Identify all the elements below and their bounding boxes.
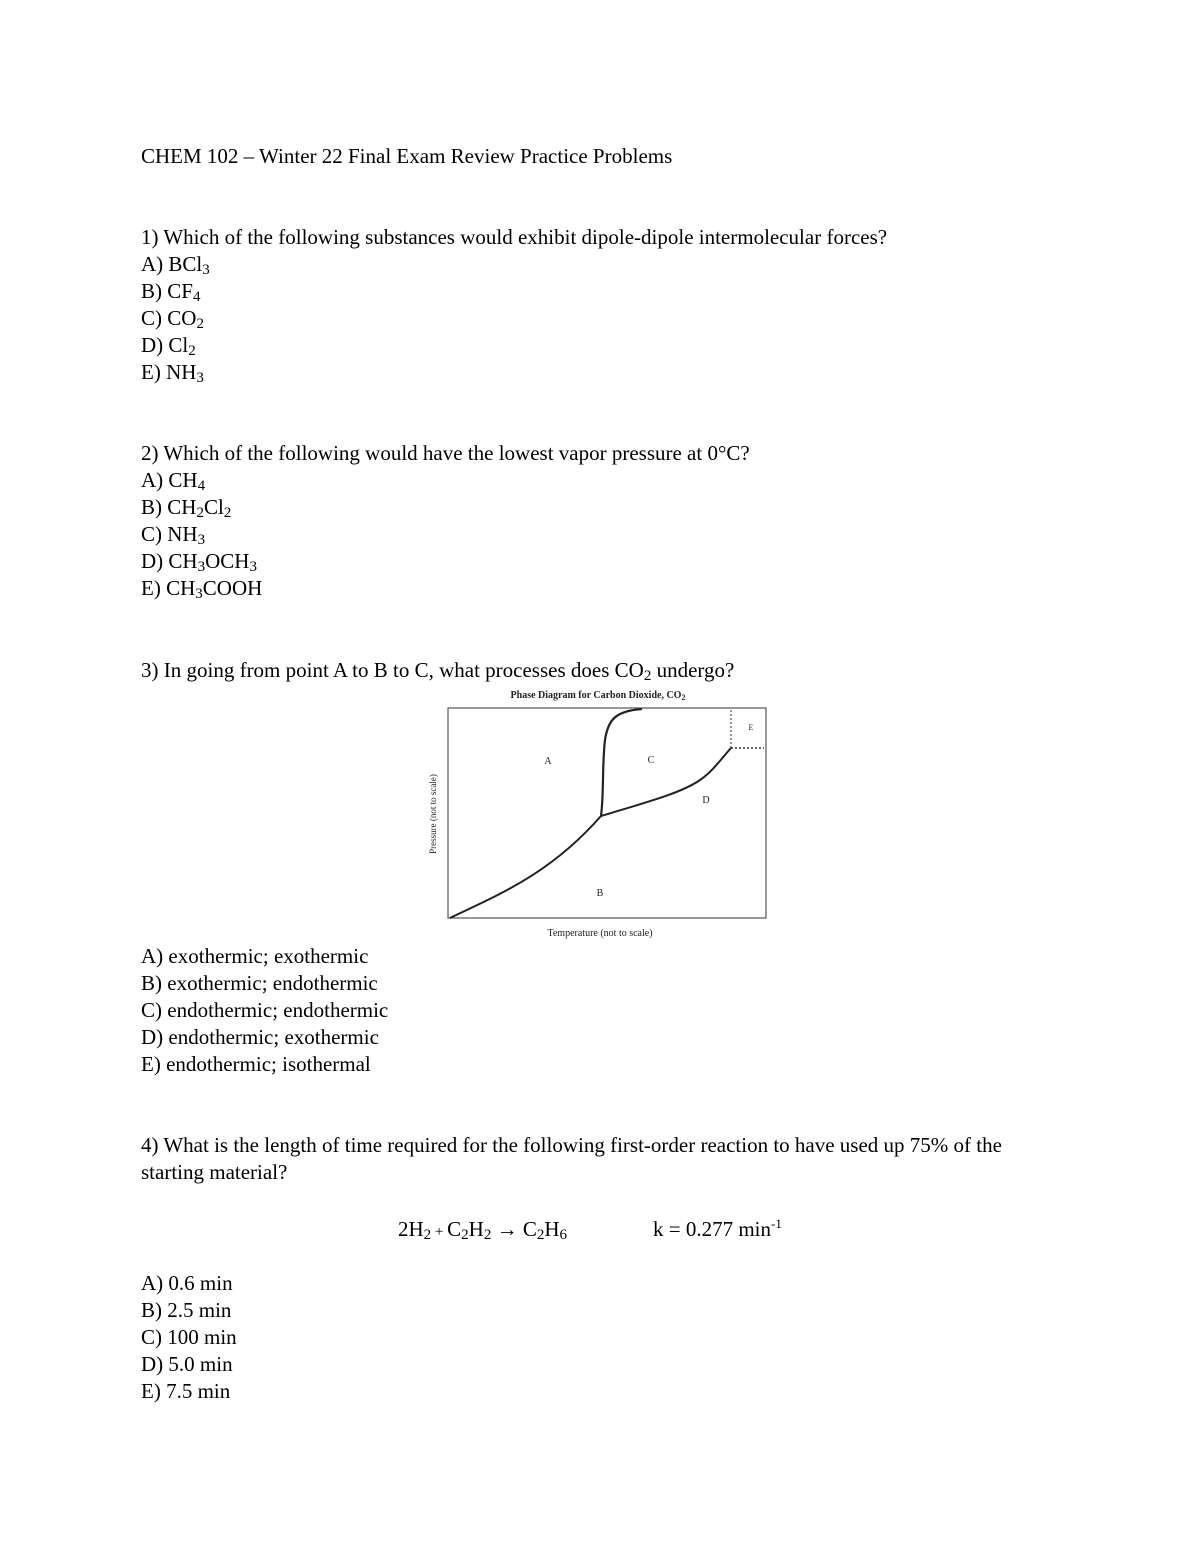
question-4-choice-c: C) 100 min <box>141 1325 237 1349</box>
question-2 <box>141 440 750 602</box>
formula-subscript: 4 <box>197 478 206 494</box>
formula-part: OCH <box>205 549 250 573</box>
phase-diagram-svg <box>420 684 780 944</box>
question-1-choice-c <box>141 305 887 332</box>
plus-sign: + <box>431 1224 448 1240</box>
formula-part: 2H <box>398 1217 424 1241</box>
question-3-choice-e: E) endothermic; isothermal <box>141 1052 371 1076</box>
formula-subscript: 3 <box>195 586 203 602</box>
formula-part: CH <box>166 576 196 600</box>
y-axis-label: Pressure (not to scale) <box>428 774 438 854</box>
formula-part: Cl <box>203 495 224 519</box>
stem-text: undergo? <box>651 658 735 682</box>
page-title-text: CHEM 102 – Winter 22 Final Exam Review Practice Problems <box>141 144 673 168</box>
phase-diagram-figure <box>420 684 780 944</box>
formula-part: H <box>468 1217 484 1241</box>
region-label-b: B <box>596 888 604 899</box>
formula-subscript: 3 <box>196 370 204 386</box>
formula-part: H <box>544 1217 560 1241</box>
formula-subscript: 2 <box>461 1227 469 1243</box>
vaporization-curve <box>601 748 731 816</box>
choice-label: E) <box>141 576 161 600</box>
choice-label: E) <box>141 360 161 384</box>
x-axis-label: Temperature (not to scale) <box>547 928 653 939</box>
reaction-equation <box>398 1216 567 1246</box>
formula-subscript: 2 <box>536 1227 545 1243</box>
formula-subscript: 2 <box>188 343 196 359</box>
region-label-d: D <box>702 795 710 806</box>
choice-label: B) <box>141 279 162 303</box>
question-3-stem <box>141 657 734 684</box>
question-1-choice-e <box>141 359 887 386</box>
formula-subscript: 3 <box>202 262 210 278</box>
formula-part: BCl <box>168 252 203 276</box>
question-2-choice-d <box>141 548 750 575</box>
formula-subscript: 2 <box>643 668 652 684</box>
formula-part: CH <box>168 468 198 492</box>
question-2-stem: 2) Which of the following would have the lowest vapor pressure at 0°C? <box>141 441 750 465</box>
formula-part: CO <box>167 306 197 330</box>
formula-part: NH <box>166 360 197 384</box>
question-1 <box>141 224 887 386</box>
formula-part: Cl <box>168 333 189 357</box>
formula-part: CH <box>167 495 197 519</box>
sublimation-curve <box>450 816 601 918</box>
region-label-c: C <box>647 755 655 766</box>
question-2-choice-a <box>141 467 750 494</box>
question-4 <box>141 1132 1061 1186</box>
question-4-choice-a: A) 0.6 min <box>141 1271 233 1295</box>
question-1-stem: 1) Which of the following substances would exhibit dipole-dipole intermolecular forces? <box>141 225 888 249</box>
question-1-choice-b <box>141 278 887 305</box>
formula-subscript: 3 <box>197 532 206 548</box>
question-2-choice-b <box>141 494 750 521</box>
choice-label: B) <box>141 495 162 519</box>
melting-curve <box>601 709 642 816</box>
question-4-choice-b: B) 2.5 min <box>141 1298 232 1322</box>
formula-subscript: 2 <box>196 316 204 332</box>
choice-label: A) <box>141 468 164 492</box>
formula-subscript: 3 <box>197 559 206 575</box>
rate-constant-text: k = 0.277 min <box>653 1217 772 1241</box>
reaction-arrow: → <box>491 1217 523 1241</box>
question-2-choice-e <box>141 575 750 602</box>
choice-label: C) <box>141 522 162 546</box>
region-label-a: A <box>544 756 552 767</box>
choice-label: A) <box>141 252 164 276</box>
formula-subscript: 2 <box>483 1227 492 1243</box>
phase-diagram-title: Phase Diagram for Carbon Dioxide, $CO_2$ <box>510 690 686 702</box>
choice-label: D) <box>141 333 164 357</box>
question-4-choices <box>141 1270 237 1405</box>
question-3-choices <box>141 943 388 1078</box>
question-3-choice-c: C) endothermic; endothermic <box>141 998 389 1022</box>
question-3-choice-d: D) endothermic; exothermic <box>141 1025 379 1049</box>
formula-part: COOH <box>202 576 263 600</box>
formula-subscript: 4 <box>192 289 201 305</box>
question-2-choice-c <box>141 521 750 548</box>
question-3 <box>141 657 734 684</box>
page-title <box>141 143 672 170</box>
question-1-choice-a <box>141 251 887 278</box>
question-4-choice-e: E) 7.5 min <box>141 1379 231 1403</box>
formula-subscript: 3 <box>249 559 257 575</box>
question-4-stem: 4) What is the length of time required for the following first-order reaction to have used up 75% of the starting material? <box>141 1133 1002 1184</box>
question-3-choice-a: A) exothermic; exothermic <box>141 944 369 968</box>
formula-subscript: 2 <box>223 505 232 521</box>
plot-frame <box>448 708 766 918</box>
formula-part: NH <box>167 522 198 546</box>
rate-constant <box>653 1216 782 1243</box>
formula-part: C <box>447 1217 462 1241</box>
formula-part: CF <box>167 279 193 303</box>
formula-part: CH <box>168 549 198 573</box>
choice-label: D) <box>141 549 164 573</box>
question-1-choice-d <box>141 332 887 359</box>
stem-text: 3) In going from point A to B to C, what processes does CO <box>141 658 644 682</box>
question-4-choice-d: D) 5.0 min <box>141 1352 233 1376</box>
formula-subscript: 6 <box>559 1227 568 1243</box>
formula-subscript: 2 <box>196 505 204 521</box>
choice-label: C) <box>141 306 162 330</box>
formula-subscript: 2 <box>423 1227 432 1243</box>
region-label-e: E <box>748 723 754 732</box>
rate-constant-exponent: -1 <box>771 1216 782 1231</box>
formula-part: C <box>522 1217 537 1241</box>
question-3-choice-b: B) exothermic; endothermic <box>141 971 378 995</box>
